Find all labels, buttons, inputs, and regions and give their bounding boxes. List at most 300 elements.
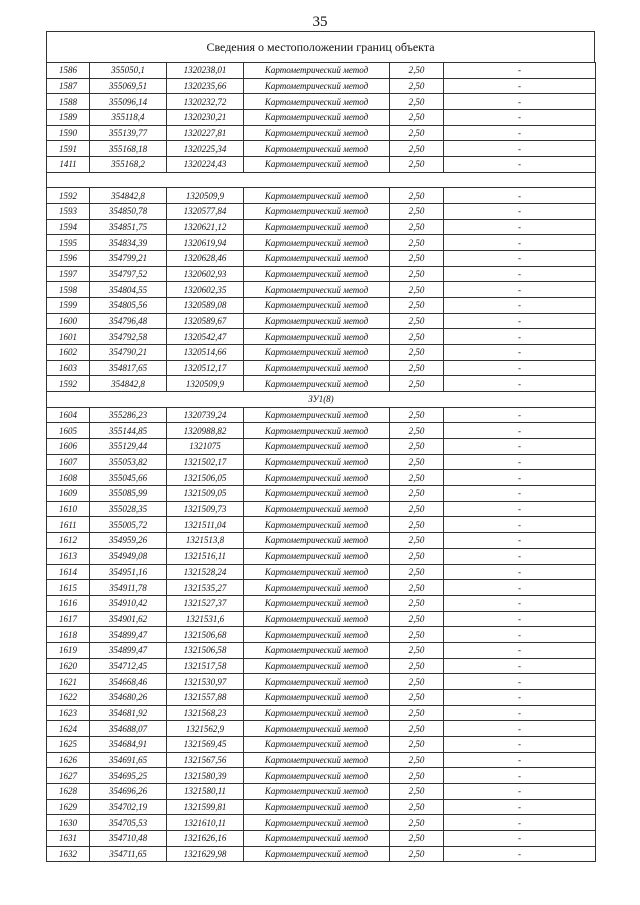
accuracy-cell: 2,50 [390,235,444,251]
y-coordinate-cell: 1321527,37 [167,595,244,611]
accuracy-cell: 2,50 [390,141,444,157]
point-number-cell: 1600 [47,313,90,329]
note-cell: - [444,235,596,251]
accuracy-cell: 2,50 [390,188,444,204]
point-number-cell: 1626 [47,752,90,768]
table-row [47,470,596,486]
point-number-cell: 1596 [47,251,90,267]
table-row [47,595,596,611]
accuracy-cell: 2,50 [390,63,444,79]
note-cell: - [444,705,596,721]
method-cell: Картометрический метод [244,251,390,267]
x-coordinate-cell: 354712,45 [90,658,167,674]
note-cell: - [444,658,596,674]
y-coordinate-cell: 1321569,45 [167,736,244,752]
accuracy-cell: 2,50 [390,251,444,267]
x-coordinate-cell: 354842,8 [90,376,167,392]
method-cell: Картометрический метод [244,219,390,235]
y-coordinate-cell: 1321506,58 [167,642,244,658]
accuracy-cell: 2,50 [390,94,444,110]
table-row [47,658,596,674]
x-coordinate-cell: 355005,72 [90,517,167,533]
note-cell: - [444,345,596,361]
method-cell: Картометрический метод [244,313,390,329]
note-cell: - [444,674,596,690]
table-row [47,580,596,596]
x-coordinate-cell: 355129,44 [90,439,167,455]
method-cell: Картометрический метод [244,298,390,314]
method-cell: Картометрический метод [244,674,390,690]
point-number-cell: 1613 [47,548,90,564]
accuracy-cell: 2,50 [390,799,444,815]
method-cell: Картометрический метод [244,752,390,768]
accuracy-cell: 2,50 [390,219,444,235]
x-coordinate-cell: 355069,51 [90,78,167,94]
point-number-cell: 1624 [47,721,90,737]
note-cell: - [444,642,596,658]
y-coordinate-cell: 1320514,66 [167,345,244,361]
accuracy-cell: 2,50 [390,501,444,517]
table-row [47,548,596,564]
point-number-cell: 1614 [47,564,90,580]
method-cell: Картометрический метод [244,846,390,862]
method-cell: Картометрический метод [244,141,390,157]
table-row [47,423,596,439]
point-number-cell: 1598 [47,282,90,298]
x-coordinate-cell: 354901,62 [90,611,167,627]
y-coordinate-cell: 1320232,72 [167,94,244,110]
y-coordinate-cell: 1320589,08 [167,298,244,314]
x-coordinate-cell: 354959,26 [90,533,167,549]
accuracy-cell: 2,50 [390,376,444,392]
y-coordinate-cell: 1321599,81 [167,799,244,815]
accuracy-cell: 2,50 [390,627,444,643]
table-row [47,830,596,846]
accuracy-cell: 2,50 [390,611,444,627]
x-coordinate-cell: 354792,58 [90,329,167,345]
accuracy-cell: 2,50 [390,658,444,674]
table-row [47,799,596,815]
table-row [47,219,596,235]
point-number-cell: 1609 [47,486,90,502]
x-coordinate-cell: 354680,26 [90,689,167,705]
note-cell: - [444,830,596,846]
table-row [47,78,596,94]
boundary-table-body [47,63,596,862]
point-number-cell: 1587 [47,78,90,94]
table-row [47,454,596,470]
accuracy-cell: 2,50 [390,313,444,329]
point-number-cell: 1631 [47,830,90,846]
y-coordinate-cell: 1321580,11 [167,783,244,799]
x-coordinate-cell: 354711,65 [90,846,167,862]
method-cell: Картометрический метод [244,799,390,815]
method-cell: Картометрический метод [244,830,390,846]
y-coordinate-cell: 1320602,93 [167,266,244,282]
point-number-cell: 1604 [47,407,90,423]
note-cell: - [444,517,596,533]
table-row [47,705,596,721]
y-coordinate-cell: 1320542,47 [167,329,244,345]
x-coordinate-cell: 355096,14 [90,94,167,110]
table-row [47,501,596,517]
accuracy-cell: 2,50 [390,157,444,173]
accuracy-cell: 2,50 [390,752,444,768]
y-coordinate-cell: 1321557,88 [167,689,244,705]
table-row [47,736,596,752]
point-number-cell: 1625 [47,736,90,752]
table-row [47,517,596,533]
point-number-cell: 1411 [47,157,90,173]
y-coordinate-cell: 1320227,81 [167,125,244,141]
point-number-cell: 1592 [47,188,90,204]
accuracy-cell: 2,50 [390,125,444,141]
y-coordinate-cell: 1321509,05 [167,486,244,502]
table-row [47,157,596,173]
table-row [47,815,596,831]
accuracy-cell: 2,50 [390,454,444,470]
point-number-cell: 1617 [47,611,90,627]
accuracy-cell: 2,50 [390,783,444,799]
accuracy-cell: 2,50 [390,407,444,423]
point-number-cell: 1620 [47,658,90,674]
note-cell: - [444,157,596,173]
method-cell: Картометрический метод [244,360,390,376]
y-coordinate-cell: 1321509,73 [167,501,244,517]
accuracy-cell: 2,50 [390,486,444,502]
x-coordinate-cell: 354911,78 [90,580,167,596]
point-number-cell: 1592 [47,376,90,392]
note-cell: - [444,251,596,267]
point-number-cell: 1623 [47,705,90,721]
point-number-cell: 1594 [47,219,90,235]
y-coordinate-cell: 1320988,82 [167,423,244,439]
y-coordinate-cell: 1320225,34 [167,141,244,157]
note-cell: - [444,454,596,470]
table-title: Сведения о местоположении границ объекта [46,31,595,62]
note-cell: - [444,486,596,502]
x-coordinate-cell: 354842,8 [90,188,167,204]
accuracy-cell: 2,50 [390,846,444,862]
accuracy-cell: 2,50 [390,110,444,126]
x-coordinate-cell: 355053,82 [90,454,167,470]
y-coordinate-cell: 1321075 [167,439,244,455]
accuracy-cell: 2,50 [390,282,444,298]
note-cell: - [444,329,596,345]
note-cell: - [444,721,596,737]
page-number: 35 [312,14,328,30]
accuracy-cell: 2,50 [390,204,444,220]
accuracy-cell: 2,50 [390,345,444,361]
table-row [47,439,596,455]
method-cell: Картометрический метод [244,110,390,126]
point-number-cell: 1627 [47,768,90,784]
table-row [47,329,596,345]
method-cell: Картометрический метод [244,705,390,721]
note-cell: - [444,94,596,110]
x-coordinate-cell: 355050,1 [90,63,167,79]
method-cell: Картометрический метод [244,78,390,94]
x-coordinate-cell: 354668,46 [90,674,167,690]
table-row [47,360,596,376]
y-coordinate-cell: 1320509,9 [167,376,244,392]
point-number-cell: 1593 [47,204,90,220]
point-number-cell: 1616 [47,595,90,611]
y-coordinate-cell: 1321562,9 [167,721,244,737]
table-row [47,188,596,204]
note-cell: - [444,799,596,815]
x-coordinate-cell: 354899,47 [90,627,167,643]
x-coordinate-cell: 354949,08 [90,548,167,564]
accuracy-cell: 2,50 [390,564,444,580]
method-cell: Картометрический метод [244,407,390,423]
x-coordinate-cell: 355286,23 [90,407,167,423]
note-cell: - [444,407,596,423]
y-coordinate-cell: 1321610,11 [167,815,244,831]
table-row [47,486,596,502]
method-cell: Картометрический метод [244,768,390,784]
point-number-cell: 1595 [47,235,90,251]
point-number-cell: 1628 [47,783,90,799]
table-row [47,298,596,314]
y-coordinate-cell: 1320235,66 [167,78,244,94]
table-row [47,235,596,251]
point-number-cell: 1601 [47,329,90,345]
point-number-cell: 1602 [47,345,90,361]
point-number-cell: 1621 [47,674,90,690]
method-cell: Картометрический метод [244,721,390,737]
note-cell: - [444,564,596,580]
table-row [47,266,596,282]
x-coordinate-cell: 355028,35 [90,501,167,517]
method-cell: Картометрический метод [244,454,390,470]
method-cell: Картометрический метод [244,689,390,705]
accuracy-cell: 2,50 [390,266,444,282]
method-cell: Картометрический метод [244,376,390,392]
y-coordinate-cell: 1321535,27 [167,580,244,596]
point-number-cell: 1611 [47,517,90,533]
x-coordinate-cell: 354684,91 [90,736,167,752]
y-coordinate-cell: 1321513,8 [167,533,244,549]
table-row [47,689,596,705]
method-cell: Картометрический метод [244,580,390,596]
point-number-cell: 1605 [47,423,90,439]
method-cell: Картометрический метод [244,188,390,204]
y-coordinate-cell: 1320512,17 [167,360,244,376]
table-row [47,204,596,220]
note-cell: - [444,125,596,141]
y-coordinate-cell: 1321530,97 [167,674,244,690]
accuracy-cell: 2,50 [390,815,444,831]
table-row [47,94,596,110]
note-cell: - [444,768,596,784]
method-cell: Картометрический метод [244,783,390,799]
accuracy-cell: 2,50 [390,736,444,752]
x-coordinate-cell: 354899,47 [90,642,167,658]
y-coordinate-cell: 1320224,43 [167,157,244,173]
note-cell: - [444,533,596,549]
x-coordinate-cell: 354691,65 [90,752,167,768]
table-row [47,251,596,267]
x-coordinate-cell: 355139,77 [90,125,167,141]
method-cell: Картометрический метод [244,501,390,517]
table-row [47,674,596,690]
accuracy-cell: 2,50 [390,830,444,846]
note-cell: - [444,736,596,752]
method-cell: Картометрический метод [244,157,390,173]
y-coordinate-cell: 1320230,21 [167,110,244,126]
boundary-table [46,62,596,862]
note-cell: - [444,580,596,596]
x-coordinate-cell: 355118,4 [90,110,167,126]
method-cell: Картометрический метод [244,470,390,486]
accuracy-cell: 2,50 [390,329,444,345]
accuracy-cell: 2,50 [390,674,444,690]
method-cell: Картометрический метод [244,658,390,674]
method-cell: Картометрический метод [244,517,390,533]
x-coordinate-cell: 354951,16 [90,564,167,580]
x-coordinate-cell: 354799,21 [90,251,167,267]
point-number-cell: 1630 [47,815,90,831]
point-number-cell: 1589 [47,110,90,126]
y-coordinate-cell: 1321528,24 [167,564,244,580]
x-coordinate-cell: 355085,99 [90,486,167,502]
note-cell: - [444,376,596,392]
table-row [47,721,596,737]
table-row [47,627,596,643]
accuracy-cell: 2,50 [390,721,444,737]
point-number-cell: 1619 [47,642,90,658]
x-coordinate-cell: 355045,66 [90,470,167,486]
note-cell: - [444,63,596,79]
x-coordinate-cell: 354681,92 [90,705,167,721]
method-cell: Картометрический метод [244,815,390,831]
y-coordinate-cell: 1320602,35 [167,282,244,298]
method-cell: Картометрический метод [244,282,390,298]
accuracy-cell: 2,50 [390,705,444,721]
note-cell: - [444,501,596,517]
accuracy-cell: 2,50 [390,298,444,314]
accuracy-cell: 2,50 [390,580,444,596]
table-row [47,642,596,658]
y-coordinate-cell: 1321567,56 [167,752,244,768]
note-cell: - [444,611,596,627]
point-number-cell: 1597 [47,266,90,282]
method-cell: Картометрический метод [244,423,390,439]
point-number-cell: 1629 [47,799,90,815]
note-cell: - [444,188,596,204]
note-cell: - [444,627,596,643]
point-number-cell: 1610 [47,501,90,517]
y-coordinate-cell: 1321517,58 [167,658,244,674]
point-number-cell: 1603 [47,360,90,376]
accuracy-cell: 2,50 [390,78,444,94]
note-cell: - [444,689,596,705]
table-row [47,313,596,329]
method-cell: Картометрический метод [244,736,390,752]
y-coordinate-cell: 1321502,17 [167,454,244,470]
point-number-cell: 1622 [47,689,90,705]
note-cell: - [444,439,596,455]
x-coordinate-cell: 354804,55 [90,282,167,298]
y-coordinate-cell: 1321531,6 [167,611,244,627]
x-coordinate-cell: 355168,18 [90,141,167,157]
x-coordinate-cell: 354695,25 [90,768,167,784]
point-number-cell: 1608 [47,470,90,486]
note-cell: - [444,470,596,486]
x-coordinate-cell: 354702,19 [90,799,167,815]
note-cell: - [444,423,596,439]
section-label: ЗУ1(8) [47,392,596,408]
note-cell: - [444,110,596,126]
table-row [47,611,596,627]
x-coordinate-cell: 354790,21 [90,345,167,361]
table-row [47,407,596,423]
x-coordinate-cell: 354688,07 [90,721,167,737]
y-coordinate-cell: 1321506,68 [167,627,244,643]
note-cell: - [444,204,596,220]
note-cell: - [444,783,596,799]
y-coordinate-cell: 1320577,84 [167,204,244,220]
table-row [47,282,596,298]
accuracy-cell: 2,50 [390,533,444,549]
point-number-cell: 1599 [47,298,90,314]
blank-row [47,172,596,188]
y-coordinate-cell: 1320621,12 [167,219,244,235]
y-coordinate-cell: 1321506,05 [167,470,244,486]
x-coordinate-cell: 354910,42 [90,595,167,611]
x-coordinate-cell: 354796,48 [90,313,167,329]
y-coordinate-cell: 1320589,67 [167,313,244,329]
note-cell: - [444,595,596,611]
method-cell: Картометрический метод [244,329,390,345]
point-number-cell: 1588 [47,94,90,110]
table-row [47,345,596,361]
method-cell: Картометрический метод [244,345,390,361]
y-coordinate-cell: 1321511,04 [167,517,244,533]
accuracy-cell: 2,50 [390,517,444,533]
method-cell: Картометрический метод [244,439,390,455]
point-number-cell: 1615 [47,580,90,596]
note-cell: - [444,360,596,376]
method-cell: Картометрический метод [244,63,390,79]
note-cell: - [444,266,596,282]
point-number-cell: 1632 [47,846,90,862]
y-coordinate-cell: 1321568,23 [167,705,244,721]
method-cell: Картометрический метод [244,266,390,282]
method-cell: Картометрический метод [244,204,390,220]
x-coordinate-cell: 354696,26 [90,783,167,799]
accuracy-cell: 2,50 [390,360,444,376]
table-row [47,783,596,799]
method-cell: Картометрический метод [244,235,390,251]
y-coordinate-cell: 1320619,94 [167,235,244,251]
accuracy-cell: 2,50 [390,439,444,455]
x-coordinate-cell: 355144,85 [90,423,167,439]
accuracy-cell: 2,50 [390,470,444,486]
accuracy-cell: 2,50 [390,595,444,611]
table-row [47,752,596,768]
note-cell: - [444,141,596,157]
point-number-cell: 1591 [47,141,90,157]
y-coordinate-cell: 1321626,16 [167,830,244,846]
method-cell: Картометрический метод [244,533,390,549]
x-coordinate-cell: 354705,53 [90,815,167,831]
note-cell: - [444,846,596,862]
section-row [47,392,596,408]
y-coordinate-cell: 1321629,98 [167,846,244,862]
x-coordinate-cell: 354710,48 [90,830,167,846]
